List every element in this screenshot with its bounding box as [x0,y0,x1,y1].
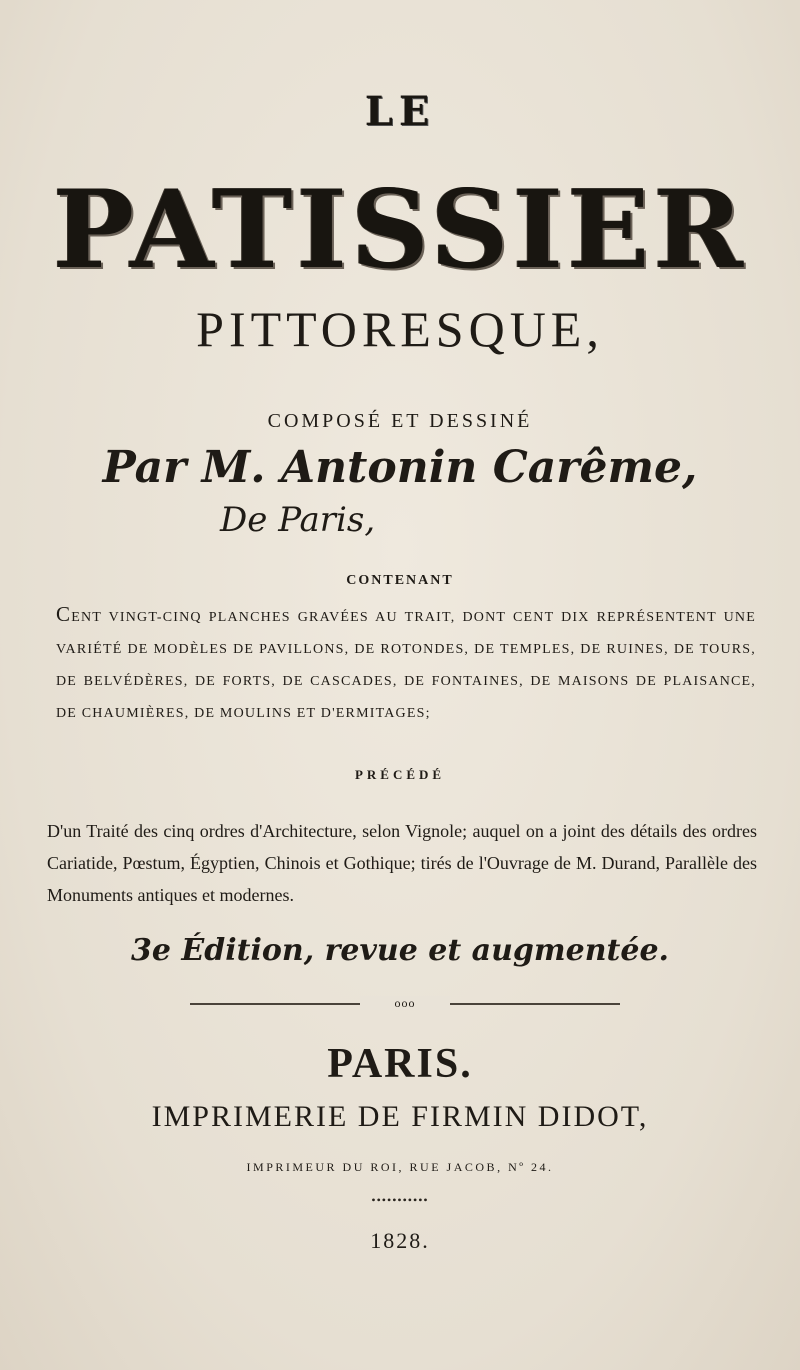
from-line: De Paris, [220,500,376,540]
contents-description [56,598,756,730]
imprint-address: IMPRIMEUR DU ROI, RUE JACOB, Nº 24. [246,1160,554,1174]
drop-capital: C [56,602,72,626]
dots-ornament: ••••••••••• [371,1193,429,1207]
treatise-paragraph: D'un Traité des cinq ordres d'Architecture, selon Vignole; auquel on a joint des détails des ordres Cariatide, Pœstum, Égyptien, Chinois et Gothique; tirés de l'Ouvrage de M. Durand, Parallèle des Monuments antiques et modernes. [47,821,757,905]
precede-heading: PRÉCÉDÉ [354,767,446,782]
title-main: PATISSIER [52,167,748,293]
rule-ornament: ooo [360,996,450,1010]
title-subtitle: PITTORESQUE, [196,301,604,357]
description-text: ENT VINGT-CINQ PLANCHES GRAVÉES AU TRAIT, DONT CENT DIX REPRÉSENTENT UNE VARIÉTÉ DE MODÈLES DE PAVILLONS, DE ROTONDES, DE TEMPLES, DE RUINES, DE TOURS, DE BELVÉDÈRES, DE FORTS, DE CASCADES, DE FONTAINES, DE MAISONS DE PLAISANCE, DE CHAUMIÈRES, DE MOULINS ET D'ERMITAGES; [56,610,756,721]
imprint-year: 1828. [370,1228,430,1253]
edition-line: 3e Édition, revue et augmentée. [130,933,669,968]
imprint-printer: IMPRIMERIE DE FIRMIN DIDOT, [151,1100,649,1133]
title-article: LE [364,88,436,135]
imprint-city: PARIS. [327,1041,473,1087]
author-line: Par M. Antonin Carême, [102,442,698,493]
contenant-heading: CONTENANT [346,573,454,588]
compose-line: COMPOSÉ ET DESSINÉ [267,410,533,432]
